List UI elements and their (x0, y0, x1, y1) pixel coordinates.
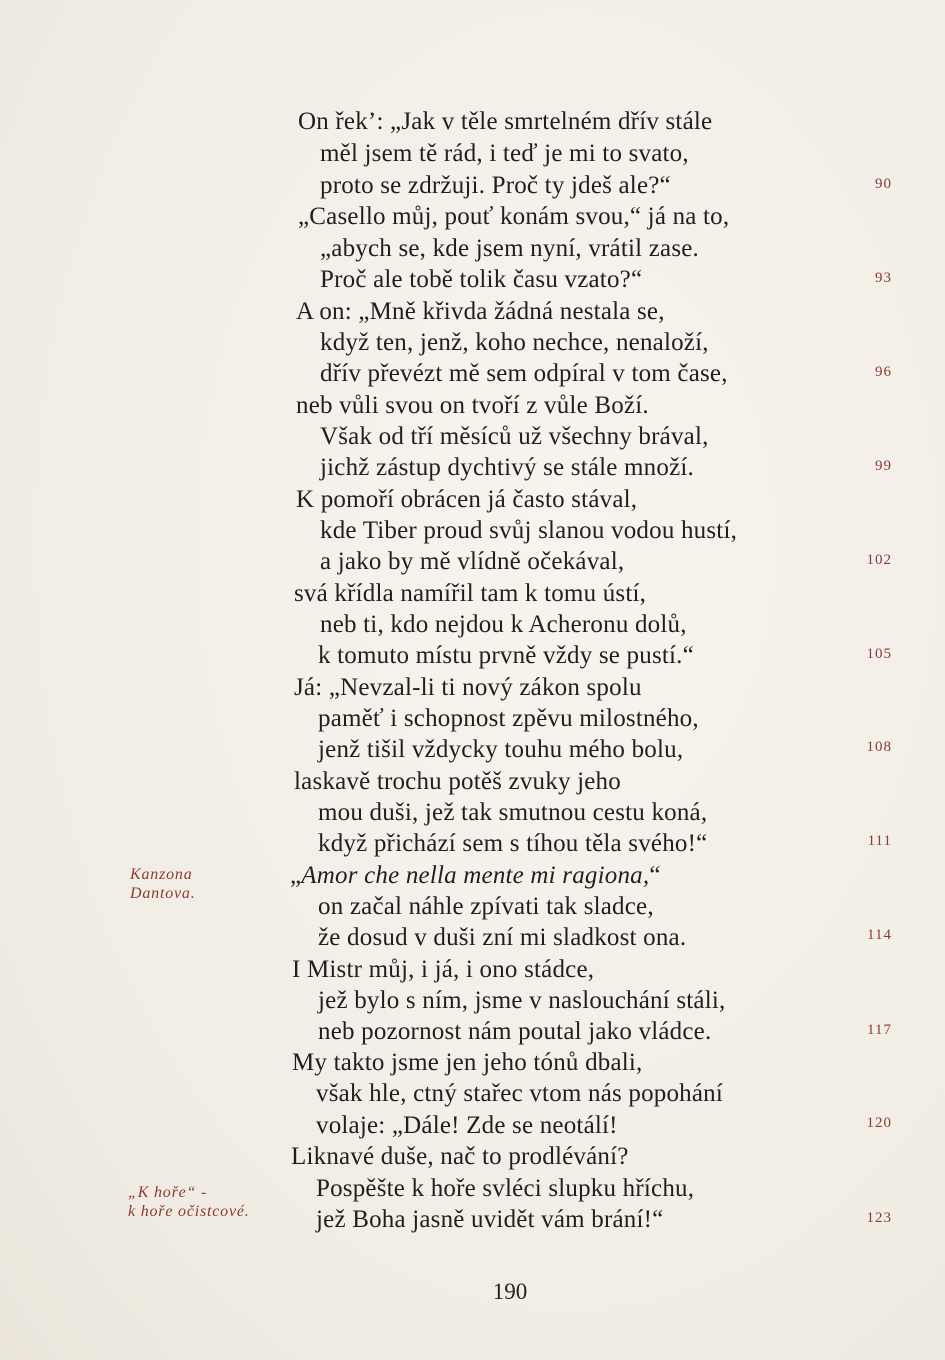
line-number: 105 (866, 646, 892, 662)
verse-line: a jako by mě vlídně očekával, (320, 548, 625, 575)
line-number: 120 (866, 1115, 892, 1131)
verse-line: svá křídla namířil tam k tomu ústí, (294, 580, 647, 607)
margin-note-line: Dantova. (130, 885, 196, 902)
verse-line: volaje: „Dále! Zde se neotálí! (316, 1112, 618, 1139)
margin-note-line: „K hoře“ - (128, 1184, 208, 1201)
verse-line: paměť i schopnost zpěvu milostného, (318, 705, 699, 732)
verse-line: Však od tří měsíců už všechny brával, (320, 423, 709, 450)
close-quote: “ (649, 862, 661, 889)
verse-line: on začal náhle zpívati tak sladce, (318, 893, 654, 920)
line-number: 117 (867, 1022, 892, 1038)
verse-line: Já: „Nevzal-li ti nový zákon spolu (294, 674, 642, 701)
margin-note-kanzona (130, 865, 196, 903)
verse-line: když přichází sem s tíhou těla svého!“ (318, 830, 708, 857)
verse-line: Pospěšte k hoře svléci slupku hříchu, (316, 1175, 695, 1202)
verse-line: proto se zdržuji. Proč ty jdeš ale?“ (320, 172, 671, 199)
line-number: 93 (875, 270, 892, 286)
verse-line: K pomoří obrácen já často stával, (296, 486, 638, 513)
line-number: 108 (866, 739, 892, 755)
line-number: 114 (867, 927, 892, 943)
italic-quote: Amor che nella mente mi ragiona, (301, 862, 650, 889)
verse-line: jenž tišil vždycky touhu mého bolu, (318, 736, 684, 763)
verse-line: Proč ale tobě tolik času vzato?“ (320, 266, 643, 293)
line-number: 123 (866, 1210, 892, 1226)
verse-line: „abych se, kde jsem nyní, vrátil zase. (320, 235, 699, 262)
verse-line: měl jsem tě rád, i teď je mi to svato, (320, 140, 689, 167)
verse-line: I Mistr můj, i já, i ono stádce, (292, 956, 595, 983)
verse-line: My takto jsme jen jeho tónů dbali, (292, 1049, 643, 1076)
verse-line: když ten, jenž, koho nechce, nenaloží, (320, 329, 709, 356)
verse-line: jichž zástup dychtivý se stále množí. (320, 454, 694, 481)
verse-line: A on: „Mně křivda žádná nestala se, (296, 298, 665, 325)
margin-note-hore (128, 1183, 250, 1221)
line-number: 99 (875, 458, 892, 474)
verse-line: jež Boha jasně uvidět vám brání!“ (316, 1206, 664, 1233)
margin-note-line: k hoře očistcové. (128, 1203, 250, 1220)
verse-line-italic (290, 860, 661, 891)
line-number: 111 (867, 833, 892, 849)
verse-line: kde Tiber proud svůj slanou vodou hustí, (320, 517, 738, 544)
verse-line: „Casello můj, pouť konám svou,“ já na to, (298, 203, 730, 230)
page-number: 190 (492, 1279, 528, 1304)
verse-line: dřív převézt mě sem odpíral v tom čase, (320, 360, 728, 387)
verse-line: On řek’: „Jak v těle smrtelném dřív stále (298, 108, 713, 135)
line-number: 96 (875, 364, 892, 380)
verse-line: neb pozornost nám poutal jako vládce. (318, 1018, 712, 1045)
verse-line: k tomuto místu prvně vždy se pustí.“ (318, 642, 694, 669)
verse-line: Liknavé duše, nač to prodlévání? (291, 1143, 629, 1170)
line-number: 90 (875, 176, 892, 192)
verse-line: neb ti, kdo nejdou k Acheronu dolů, (320, 611, 687, 638)
verse-line: laskavě trochu potěš zvuky jeho (294, 768, 621, 795)
verse-line: neb vůli svou on tvoří z vůle Boží. (296, 392, 649, 419)
verse-line: že dosud v duši zní mi sladkost ona. (318, 924, 687, 951)
verse-line: jež bylo s ním, jsme v naslouchání stáli, (318, 987, 726, 1014)
margin-note-line: Kanzona (130, 866, 193, 883)
open-quote: „ (290, 862, 302, 889)
verse-line: však hle, ctný stařec vtom nás popohání (316, 1080, 724, 1107)
verse-line: mou duši, jež tak smutnou cestu koná, (318, 799, 708, 826)
line-number: 102 (866, 552, 892, 568)
